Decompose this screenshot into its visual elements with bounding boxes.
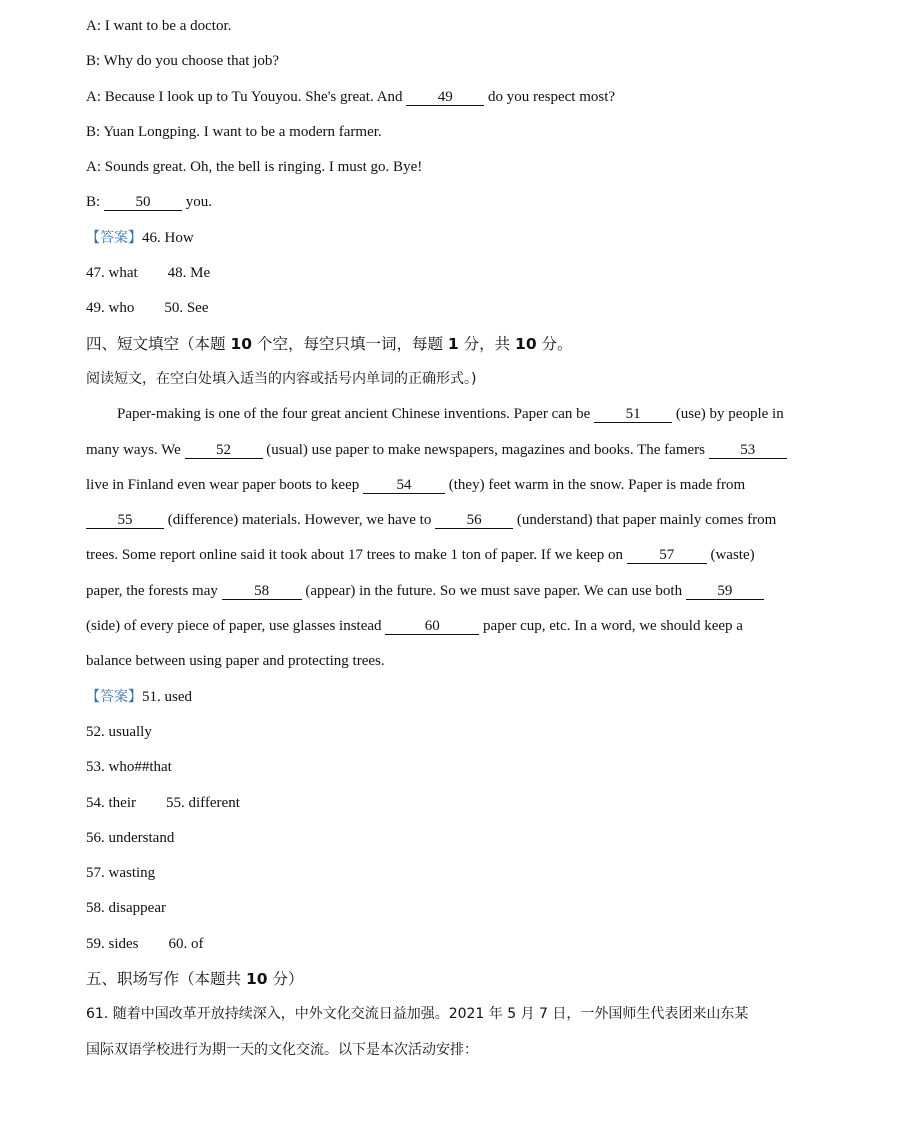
passage-text: (difference) materials. However, we have to bbox=[164, 512, 436, 529]
answer-49: 49. who bbox=[86, 300, 135, 317]
speaker: A: bbox=[86, 159, 101, 176]
answer-50: 50. See bbox=[164, 300, 209, 317]
passage-text: (they) feet warm in the snow. Paper is made from bbox=[445, 476, 746, 493]
passage-line-4 bbox=[86, 508, 826, 543]
answer-line-46 bbox=[86, 226, 826, 261]
answer-48: 48. Me bbox=[167, 265, 211, 282]
answer-line-51 bbox=[86, 685, 826, 720]
blank-52: 52 bbox=[185, 442, 263, 459]
dialogue-line-4 bbox=[86, 120, 826, 155]
passage-text: (understand) that paper mainly comes from bbox=[513, 512, 777, 529]
dialogue-line-5 bbox=[86, 155, 826, 190]
dialogue-text: Why do you choose that job? bbox=[103, 53, 280, 70]
blank-53: 53 bbox=[709, 442, 787, 459]
passage-text: paper, the forests may bbox=[86, 582, 222, 599]
passage-line-2 bbox=[86, 438, 826, 473]
section-4-title-text: 四、短文填空（本题 bbox=[86, 334, 231, 353]
blank-60: 60 bbox=[385, 618, 479, 635]
passage-line-8: balance between using paper and protecting trees. bbox=[86, 653, 385, 670]
section-5-title-text: 五、职场写作（本题共 bbox=[86, 970, 246, 989]
section-4-num: 1 bbox=[447, 334, 459, 353]
speaker: B: bbox=[86, 123, 101, 140]
section-5-num: 10 bbox=[245, 970, 268, 989]
answer-53: 53. who##that bbox=[86, 759, 172, 776]
answer-tag: 【答案】 bbox=[86, 229, 142, 246]
section-4-title-text: 个空，每空只填一词，每题 bbox=[252, 334, 448, 353]
speaker: B: bbox=[86, 194, 101, 211]
speaker: A: bbox=[86, 88, 101, 105]
passage-line-7 bbox=[86, 614, 826, 649]
passage-text: (appear) in the future. So we must save paper. We can use both bbox=[301, 582, 686, 599]
section-4-title-text: 分，共 bbox=[458, 334, 516, 353]
answer-46: 46. How bbox=[142, 229, 194, 246]
blank-59: 59 bbox=[686, 583, 764, 600]
passage-text: (usual) use paper to make newspapers, magazines and books. The famers bbox=[262, 441, 709, 458]
section-4-num: 10 bbox=[230, 334, 253, 353]
answer-52: 52. usually bbox=[86, 723, 152, 740]
dialogue-text: Because I look up to Tu Youyou. She's great. And bbox=[104, 88, 407, 105]
blank-51: 51 bbox=[594, 406, 672, 423]
dialogue-text: you. bbox=[181, 194, 212, 211]
answer-tag: 【答案】 bbox=[86, 688, 142, 705]
passage-text: Paper-making is one of the four great ancient Chinese inventions. Paper can be bbox=[117, 406, 595, 423]
answer-47: 47. what bbox=[86, 265, 138, 282]
answer-51: 51. used bbox=[142, 688, 192, 705]
dialogue-line-2 bbox=[86, 49, 826, 84]
answer-line-54-55 bbox=[86, 791, 826, 826]
blank-57: 57 bbox=[627, 547, 707, 564]
answer-57: 57. wasting bbox=[86, 865, 156, 882]
passage-text: trees. Some report online said it took about 17 trees to make 1 ton of paper. If we keep on bbox=[86, 547, 627, 564]
answer-line-47-48 bbox=[86, 261, 826, 296]
dialogue-text: do you respect most? bbox=[484, 88, 616, 105]
speaker: A: bbox=[86, 18, 101, 34]
question-61-line-1: 61. 随着中国改革开放持续深入，中外文化交流日益加强。2021 年 5 月 7 日，一外国师生代表团来山东某 bbox=[86, 1006, 749, 1023]
answer-60: 60. of bbox=[168, 935, 204, 952]
passage-text: (side) of every piece of paper, use glasses instead bbox=[86, 618, 386, 635]
blank-55: 55 bbox=[86, 512, 164, 529]
passage-line-5 bbox=[86, 543, 826, 578]
dialogue-line-1 bbox=[86, 14, 826, 49]
dialogue-text: Sounds great. Oh, the bell is ringing. I must go. Bye! bbox=[104, 159, 423, 176]
passage-line-6 bbox=[86, 579, 826, 614]
dialogue-text: Yuan Longping. I want to be a modern farmer. bbox=[103, 123, 382, 140]
answer-58: 58. disappear bbox=[86, 900, 166, 917]
blank-49: 49 bbox=[406, 89, 484, 106]
section-4-title bbox=[86, 332, 826, 367]
blank-58: 58 bbox=[222, 583, 302, 600]
passage-line-1 bbox=[86, 402, 826, 437]
passage-text: (use) by people in bbox=[672, 406, 784, 423]
dialogue-line-3 bbox=[86, 85, 826, 120]
passage-text: (waste) bbox=[706, 547, 755, 564]
blank-54: 54 bbox=[363, 477, 445, 494]
answer-55: 55. different bbox=[166, 794, 240, 811]
passage-text: live in Finland even wear paper boots to keep bbox=[86, 476, 364, 493]
blank-50: 50 bbox=[104, 194, 182, 211]
answer-54: 54. their bbox=[86, 794, 136, 811]
blank-56: 56 bbox=[435, 512, 513, 529]
answer-line-59-60 bbox=[86, 932, 826, 967]
passage-text: many ways. We bbox=[86, 441, 185, 458]
section-5-title-text: 分） bbox=[267, 970, 304, 989]
answer-56: 56. understand bbox=[86, 829, 175, 846]
answer-59: 59. sides bbox=[86, 935, 139, 952]
dialogue-line-6 bbox=[86, 190, 826, 225]
question-61-line-2: 国际双语学校进行为期一天的文化交流。以下是本次活动安排： bbox=[86, 1041, 478, 1058]
dialogue-text: I want to be a doctor. bbox=[104, 18, 232, 34]
speaker: B: bbox=[86, 53, 101, 70]
section-5-title bbox=[86, 967, 826, 1002]
passage-text: paper cup, etc. In a word, we should keep a bbox=[479, 618, 743, 635]
document-page bbox=[86, 14, 826, 1073]
section-4-num: 10 bbox=[515, 334, 537, 353]
section-4-instruction: 阅读短文，在空白处填入适当的内容或括号内单词的正确形式。) bbox=[86, 370, 477, 387]
answer-line-49-50 bbox=[86, 296, 826, 331]
passage-line-3 bbox=[86, 473, 826, 508]
section-4-title-text: 分。 bbox=[536, 334, 573, 353]
